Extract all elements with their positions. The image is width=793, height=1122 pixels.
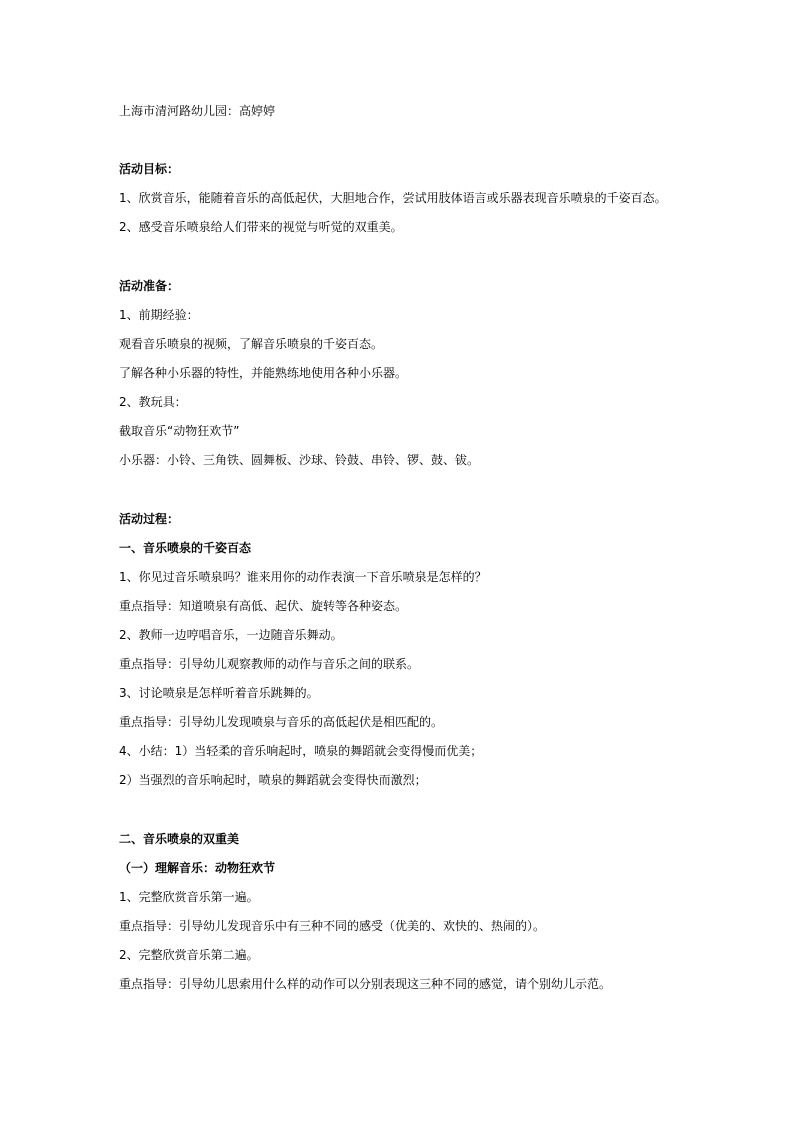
- section-2-line-3: 2、完整欣赏音乐第二遍。: [119, 948, 259, 962]
- preparation-line-4: 2、教玩具：: [119, 395, 187, 409]
- section-1-line-8: 2）当强烈的音乐响起时，喷泉的舞蹈就会变得快而激烈；: [119, 773, 427, 787]
- goals-heading: 活动目标：: [119, 162, 180, 176]
- process-heading: 活动过程：: [119, 512, 180, 526]
- goal-item-1: 1、欣赏音乐，能随着音乐的高低起伏，大胆地合作，尝试用肢体语言或乐器表现音乐喷泉的千姿百态。: [119, 191, 667, 205]
- preparation-line-2: 观看音乐喷泉的视频，了解音乐喷泉的千姿百态。: [119, 337, 384, 351]
- section-2-subtitle: （一）理解音乐：动物狂欢节: [119, 861, 276, 875]
- section-2-title: 二、音乐喷泉的双重美: [119, 832, 240, 846]
- preparation-line-6: 小乐器：小铃、三角铁、圆舞板、沙球、铃鼓、串铃、锣、鼓、钹。: [119, 453, 480, 467]
- preparation-line-1: 1、前期经验：: [119, 308, 199, 322]
- preparation-line-5: 截取音乐“动物狂欢节”: [119, 424, 240, 438]
- author-line: 上海市清河路幼儿园：高婷婷: [119, 104, 276, 118]
- section-1-line-7: 4、小结：1）当轻柔的音乐响起时，喷泉的舞蹈就会变得慢而优美；: [119, 744, 483, 758]
- section-1-line-3: 2、教师一边哼唱音乐，一边随音乐舞动。: [119, 628, 343, 642]
- section-1-line-5: 3、讨论喷泉是怎样听着音乐跳舞的。: [119, 686, 319, 700]
- section-2-line-4: 重点指导：引导幼儿思索用什么样的动作可以分别表现这三种不同的感觉，请个别幼儿示范。: [119, 977, 612, 991]
- preparation-heading: 活动准备：: [119, 279, 180, 293]
- section-1-line-4: 重点指导：引导幼儿观察教师的动作与音乐之间的联系。: [119, 657, 420, 671]
- goal-item-2: 2、感受音乐喷泉给人们带来的视觉与听觉的双重美。: [119, 220, 403, 234]
- section-1-line-6: 重点指导：引导幼儿发现喷泉与音乐的高低起伏是相匹配的。: [119, 715, 444, 729]
- preparation-line-3: 了解各种小乐器的特性，并能熟练地使用各种小乐器。: [119, 366, 408, 380]
- section-1-line-2: 重点指导：知道喷泉有高低、起伏、旋转等各种姿态。: [119, 599, 408, 613]
- section-1-title: 一、音乐喷泉的千姿百态: [119, 541, 252, 555]
- section-2-line-1: 1、完整欣赏音乐第一遍。: [119, 890, 259, 904]
- section-2-line-2: 重点指导：引导幼儿发现音乐中有三种不同的感受（优美的、欢快的、热闹的）。: [119, 919, 546, 933]
- section-1-line-1: 1、你见过音乐喷泉吗？谁来用你的动作表演一下音乐喷泉是怎样的？: [119, 570, 487, 584]
